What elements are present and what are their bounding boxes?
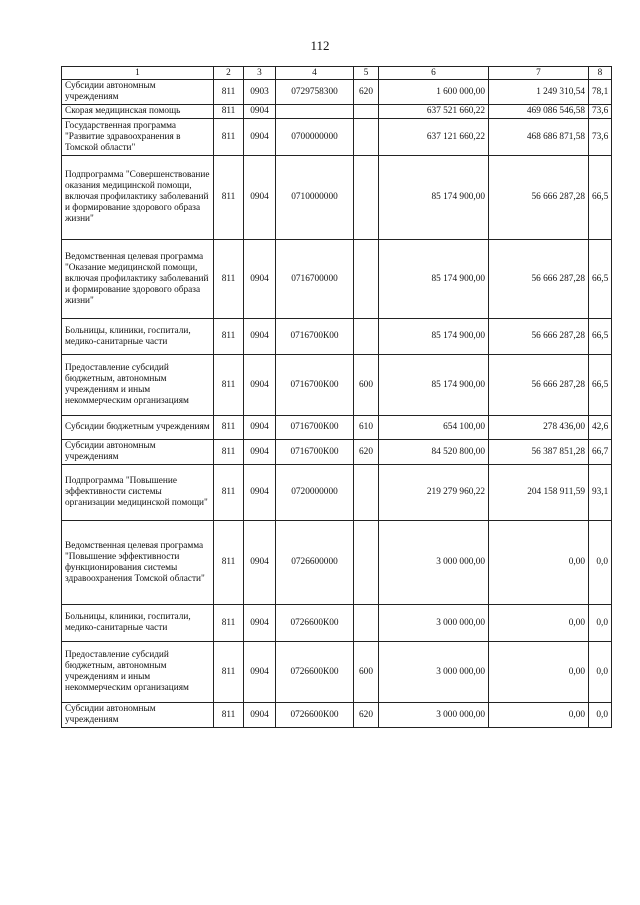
planned-amount-cell: 85 174 900,00 [379,240,489,319]
execution-percent-cell: 0,0 [589,521,612,605]
expense-type-cell [354,119,379,156]
execution-percent-cell: 66,5 [589,319,612,355]
table-row [62,105,612,119]
table-row [62,440,612,465]
table-row [62,465,612,521]
table-row [62,80,612,105]
ministry-code-cell: 811 [214,642,244,703]
planned-amount-cell: 637 121 660,22 [379,119,489,156]
expense-type-cell [354,465,379,521]
expense-type-cell: 610 [354,416,379,440]
executed-amount-cell: 278 436,00 [489,416,589,440]
item-name-cell: Больницы, клиники, госпитали, медико-санитарные части [62,605,214,642]
ministry-code-cell: 811 [214,319,244,355]
executed-amount-cell: 56 666 287,28 [489,319,589,355]
planned-amount-cell: 3 000 000,00 [379,703,489,728]
table-row [62,703,612,728]
target-article-cell: 0726600000 [276,521,354,605]
executed-amount-cell: 56 666 287,28 [489,240,589,319]
execution-percent-cell: 0,0 [589,642,612,703]
section-code-cell: 0903 [244,80,276,105]
section-code-cell: 0904 [244,605,276,642]
target-article-cell: 0710000000 [276,156,354,240]
ministry-code-cell: 811 [214,240,244,319]
execution-percent-cell: 66,7 [589,440,612,465]
table-row [62,355,612,416]
expense-type-cell: 620 [354,440,379,465]
executed-amount-cell: 1 249 310,54 [489,80,589,105]
item-name-cell: Подпрограмма "Совершенствование оказания медицинской помощи, включая профилактику заболеваний и формирование здорового образа жизни" [62,156,214,240]
planned-amount-cell: 3 000 000,00 [379,605,489,642]
planned-amount-cell: 654 100,00 [379,416,489,440]
target-article-cell: 0716700К00 [276,355,354,416]
expense-type-cell [354,105,379,119]
header-cell: 1 [62,67,214,80]
ministry-code-cell: 811 [214,465,244,521]
expense-type-cell: 600 [354,642,379,703]
section-code-cell: 0904 [244,703,276,728]
expense-type-cell [354,240,379,319]
ministry-code-cell: 811 [214,416,244,440]
target-article-cell: 0716700К00 [276,416,354,440]
table-row [62,521,612,605]
header-cell: 8 [589,67,612,80]
target-article-cell: 0726600К00 [276,703,354,728]
planned-amount-cell: 3 000 000,00 [379,521,489,605]
planned-amount-cell: 84 520 800,00 [379,440,489,465]
target-article-cell: 0700000000 [276,119,354,156]
execution-percent-cell: 73,6 [589,119,612,156]
table-row [62,119,612,156]
header-cell: 6 [379,67,489,80]
execution-percent-cell: 66,5 [589,156,612,240]
ministry-code-cell: 811 [214,703,244,728]
expense-type-cell [354,605,379,642]
executed-amount-cell: 0,00 [489,642,589,703]
section-code-cell: 0904 [244,319,276,355]
planned-amount-cell: 85 174 900,00 [379,355,489,416]
planned-amount-cell: 219 279 960,22 [379,465,489,521]
item-name-cell: Субсидии бюджетным учреждениям [62,416,214,440]
planned-amount-cell: 85 174 900,00 [379,156,489,240]
section-code-cell: 0904 [244,416,276,440]
section-code-cell: 0904 [244,119,276,156]
ministry-code-cell: 811 [214,605,244,642]
execution-percent-cell: 78,1 [589,80,612,105]
execution-percent-cell: 66,5 [589,240,612,319]
item-name-cell: Скорая медицинская помощь [62,105,214,119]
ministry-code-cell: 811 [214,119,244,156]
expense-type-cell: 620 [354,703,379,728]
planned-amount-cell: 85 174 900,00 [379,319,489,355]
item-name-cell: Ведомственная целевая программа "Повышение эффективности функционирования системы здравоохранения Томской области" [62,521,214,605]
section-code-cell: 0904 [244,355,276,416]
expense-type-cell [354,319,379,355]
target-article-cell [276,105,354,119]
target-article-cell: 0726600К00 [276,642,354,703]
executed-amount-cell: 0,00 [489,703,589,728]
header-cell: 4 [276,67,354,80]
header-cell: 2 [214,67,244,80]
ministry-code-cell: 811 [214,105,244,119]
executed-amount-cell: 468 686 871,58 [489,119,589,156]
executed-amount-cell: 469 086 546,58 [489,105,589,119]
table-row [62,156,612,240]
target-article-cell: 0726600К00 [276,605,354,642]
execution-percent-cell: 0,0 [589,605,612,642]
executed-amount-cell: 56 666 287,28 [489,156,589,240]
page-number: 112 [310,38,330,53]
table-row [62,642,612,703]
table-row [62,416,612,440]
expense-type-cell [354,156,379,240]
executed-amount-cell: 56 666 287,28 [489,355,589,416]
expense-type-cell: 620 [354,80,379,105]
section-code-cell: 0904 [244,440,276,465]
header-cell: 3 [244,67,276,80]
executed-amount-cell: 0,00 [489,605,589,642]
section-code-cell: 0904 [244,156,276,240]
planned-amount-cell: 3 000 000,00 [379,642,489,703]
execution-percent-cell: 0,0 [589,703,612,728]
executed-amount-cell: 56 387 851,28 [489,440,589,465]
item-name-cell: Предоставление субсидий бюджетным, автономным учреждениям и иным некоммерческим организациям [62,642,214,703]
expense-type-cell: 600 [354,355,379,416]
item-name-cell: Субсидии автономным учреждениям [62,440,214,465]
ministry-code-cell: 811 [214,156,244,240]
target-article-cell: 0720000000 [276,465,354,521]
item-name-cell: Государственная программа "Развитие здравоохранения в Томской области" [62,119,214,156]
item-name-cell: Субсидии автономным учреждениям [62,80,214,105]
table-row [62,605,612,642]
ministry-code-cell: 811 [214,440,244,465]
section-code-cell: 0904 [244,465,276,521]
planned-amount-cell: 637 521 660,22 [379,105,489,119]
expense-type-cell [354,521,379,605]
table-row [62,319,612,355]
item-name-cell: Ведомственная целевая программа "Оказание медицинской помощи, включая профилактику заболеваний и формирование здорового образа жизни" [62,240,214,319]
item-name-cell: Больницы, клиники, госпитали, медико-санитарные части [62,319,214,355]
ministry-code-cell: 811 [214,521,244,605]
target-article-cell: 0716700К00 [276,319,354,355]
item-name-cell: Предоставление субсидий бюджетным, автономным учреждениям и иным некоммерческим организациям [62,355,214,416]
budget-table [61,66,612,728]
executed-amount-cell: 204 158 911,59 [489,465,589,521]
section-code-cell: 0904 [244,642,276,703]
execution-percent-cell: 73,6 [589,105,612,119]
header-row [62,67,612,80]
planned-amount-cell: 1 600 000,00 [379,80,489,105]
target-article-cell: 0716700000 [276,240,354,319]
ministry-code-cell: 811 [214,355,244,416]
item-name-cell: Подпрограмма "Повышение эффективности системы организации медицинской помощи" [62,465,214,521]
target-article-cell: 0716700К00 [276,440,354,465]
executed-amount-cell: 0,00 [489,521,589,605]
section-code-cell: 0904 [244,521,276,605]
execution-percent-cell: 42,6 [589,416,612,440]
ministry-code-cell: 811 [214,80,244,105]
header-cell: 5 [354,67,379,80]
execution-percent-cell: 93,1 [589,465,612,521]
table-body [62,80,612,728]
item-name-cell: Субсидии автономным учреждениям [62,703,214,728]
header-cell: 7 [489,67,589,80]
target-article-cell: 0729758300 [276,80,354,105]
table-row [62,240,612,319]
section-code-cell: 0904 [244,240,276,319]
execution-percent-cell: 66,5 [589,355,612,416]
section-code-cell: 0904 [244,105,276,119]
